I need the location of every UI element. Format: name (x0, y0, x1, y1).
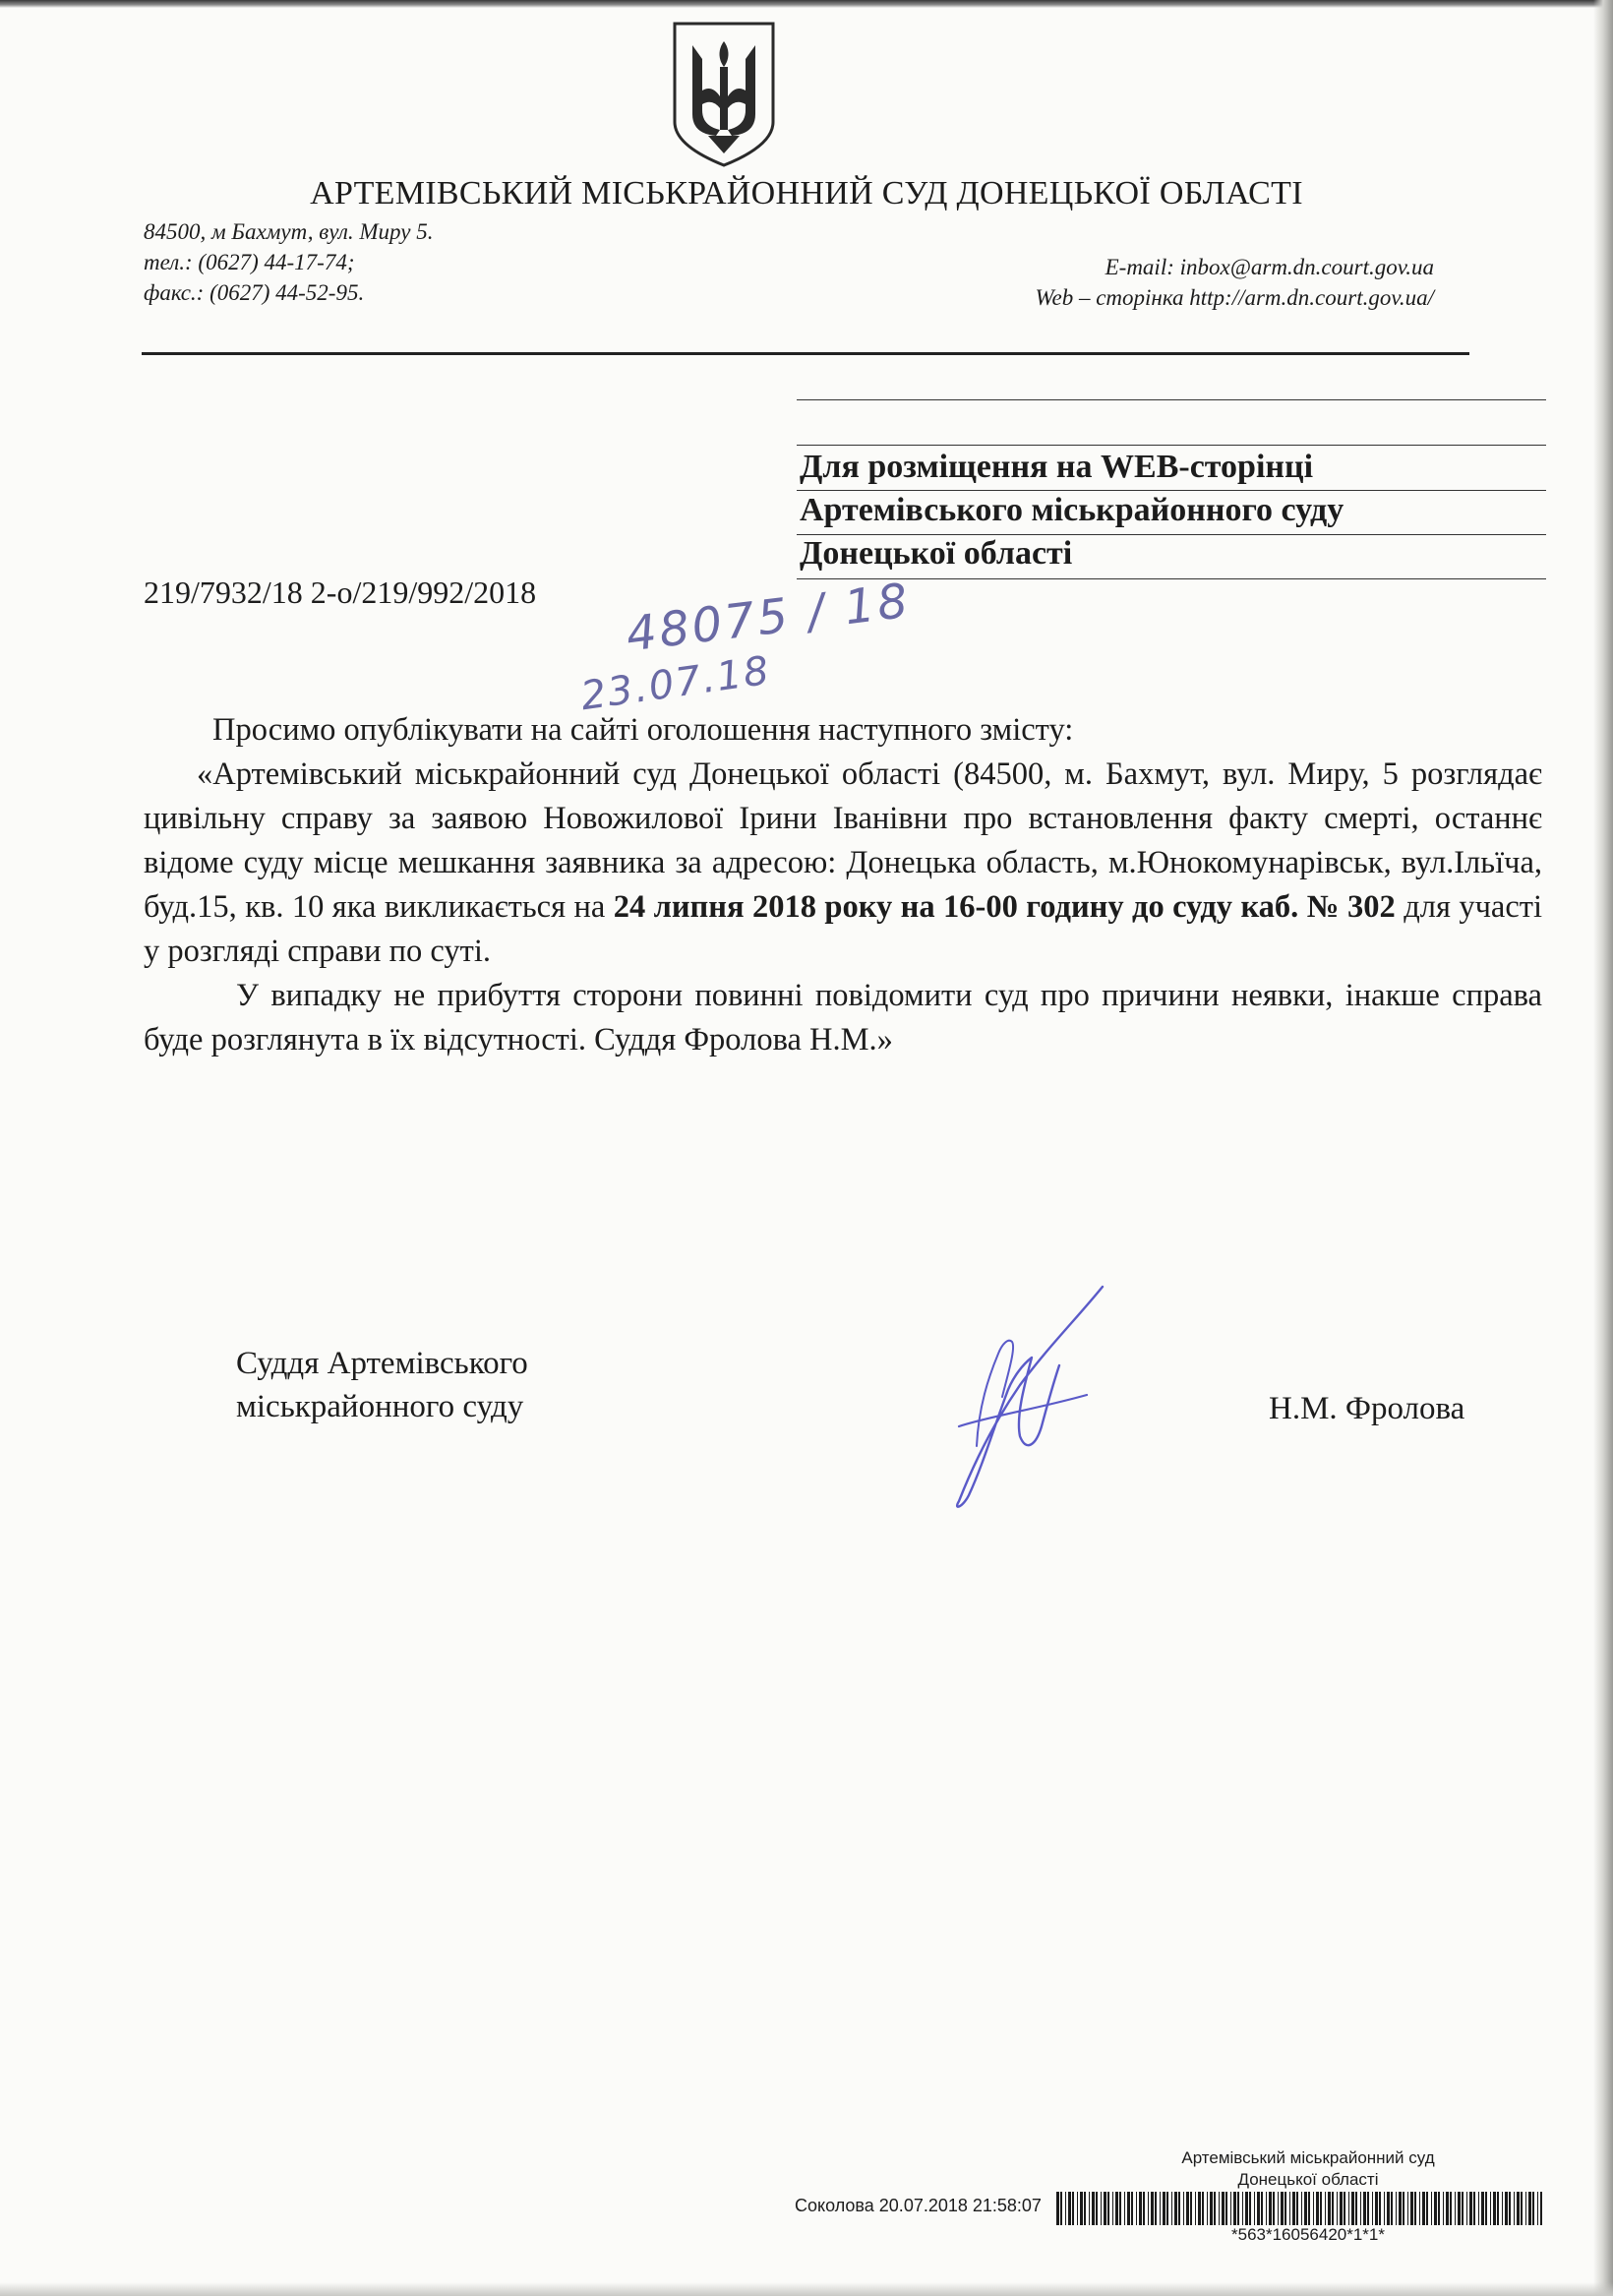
letter-body (144, 708, 1542, 1062)
court-address: 84500, м Бахмут, вул. Миру 5. (144, 219, 434, 244)
addressee-rule-1 (797, 399, 1546, 400)
court-name-heading: АРТЕМІВСЬКИЙ МІСЬКРАЙОННИЙ СУД ДОНЕЦЬКОЇ ОБЛАСТІ (310, 175, 1303, 211)
registration-stamp-court (1161, 2147, 1456, 2191)
judge-title-line-2: міськрайонного суду (236, 1389, 524, 1424)
trident-emblem-icon (669, 20, 779, 169)
header-divider (142, 352, 1469, 355)
hearing-date-bold: 24 липня 2018 року на 16-00 годину до суду каб. № 302 (613, 889, 1396, 925)
addressee-rule-5 (797, 578, 1546, 579)
scan-edge-top (0, 0, 1613, 8)
handwritten-signature (929, 1279, 1116, 1515)
closing-paragraph: У випадку не прибуття сторони повинні повідомити суд про причини неявки, інакше справа буде розглянута в їх відсутності. Суддя Фролова Н.М.» (144, 978, 1542, 1057)
barcode-number: *563*16056420*1*1* (1231, 2225, 1385, 2244)
judge-title (236, 1342, 528, 1428)
judge-title-line-1: Суддя Артемівського (236, 1346, 528, 1381)
handwritten-date: 23.07.18 (577, 647, 774, 720)
stamp-court-line-2: Донецької області (1237, 2170, 1379, 2189)
scan-edge-bottom (0, 2282, 1613, 2296)
addressee-line-1: Для розміщення на WEB-сторінці (800, 449, 1314, 485)
announcement-paragraph (144, 753, 1542, 974)
court-web: Web – сторінка http://arm.dn.court.gov.ua/ (1035, 285, 1434, 310)
handwritten-registration-number: 48075 / 18 (623, 573, 914, 663)
addressee-line-2: Артемівського міськрайонного суду (800, 492, 1344, 528)
announcement-text-end: для участі у розгляді справи по суті. (144, 889, 1543, 969)
barcode-icon (1056, 2192, 1542, 2225)
court-email: E-mail: inbox@arm.dn.court.gov.ua (1105, 255, 1434, 279)
stamp-court-line-1: Артемівський міськрайонний суд (1181, 2148, 1435, 2167)
stamp-user-timestamp: Соколова 20.07.2018 21:58:07 (795, 2196, 1042, 2215)
court-phone: тел.: (0627) 44-17-74; (144, 250, 355, 274)
case-numbers: 219/7932/18 2-о/219/992/2018 (144, 574, 537, 610)
court-fax: факс.: (0627) 44-52-95. (144, 280, 365, 305)
addressee-line-3: Донецької області (800, 535, 1073, 572)
contact-block-right (1035, 252, 1434, 313)
contact-block-left (144, 216, 433, 308)
addressee-rule-2 (797, 445, 1546, 446)
judge-name: Н.М. Фролова (1269, 1391, 1465, 1426)
intro-paragraph: Просимо опублікувати на сайті оголошення наступного змісту: (212, 712, 1074, 748)
announcement-text-start: «Артемівський міськрайонний суд Донецької області (84500, м. Бахмут, вул. Миру, 5 розглядає цивільну справу за заявою Новожилової Ірини Іванівни про встановлення факту смерті, останнє відоме суду місце мешкання заявника за адресою: Донецька область, м.Юнокомунарівськ, вул.Ільїча, буд.15, кв. 10 яка викликається на (144, 756, 1542, 925)
scan-edge-right (1593, 0, 1613, 2296)
